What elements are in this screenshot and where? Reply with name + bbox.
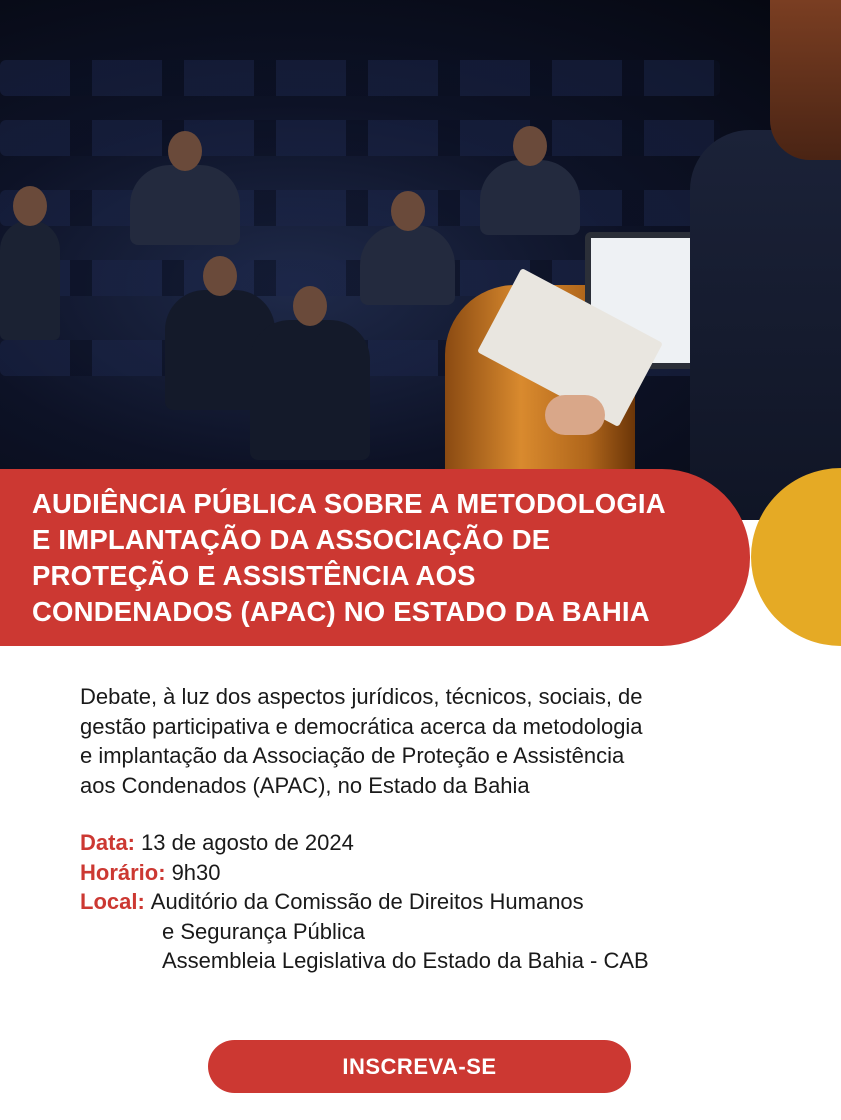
event-details (80, 828, 800, 976)
location-label: Local: (80, 889, 145, 914)
time-value: 9h30 (171, 859, 221, 885)
location-line-2-row (80, 917, 800, 947)
location-line-3: Assembleia Legislativa do Estado da Bahia - CAB (162, 948, 649, 973)
date-value: 13 de agosto de 2024 (141, 830, 354, 855)
location-line-1: Auditório da Comissão de Direitos Humanos (150, 889, 584, 914)
hero-image (0, 0, 841, 520)
register-button[interactable]: INSCREVA-SE (208, 1040, 631, 1093)
location-row (80, 887, 800, 917)
location-line-2: e Segurança Pública (162, 918, 366, 944)
time-label: Horário: (80, 859, 166, 885)
event-description: Debate, à luz dos aspectos jurídicos, técnicos, sociais, de gestão participativa e democrática acerca da metodologia e implantação da Associação de Proteção e Assistência aos Condenados (APAC), no Estado da Bahia (80, 684, 643, 798)
date-row (80, 828, 800, 858)
page-title: AUDIÊNCIA PÚBLICA SOBRE A METODOLOGIA E IMPLANTAÇÃO DA ASSOCIAÇÃO DE PROTEÇÃO E ASSISTÊNCIA AOS CONDENADOS (APAC) NO ESTADO DA BAHIA (32, 487, 666, 627)
title-banner (0, 469, 750, 646)
time-row (80, 858, 800, 888)
location-line-3-row (80, 946, 800, 976)
date-label: Data: (80, 830, 136, 855)
